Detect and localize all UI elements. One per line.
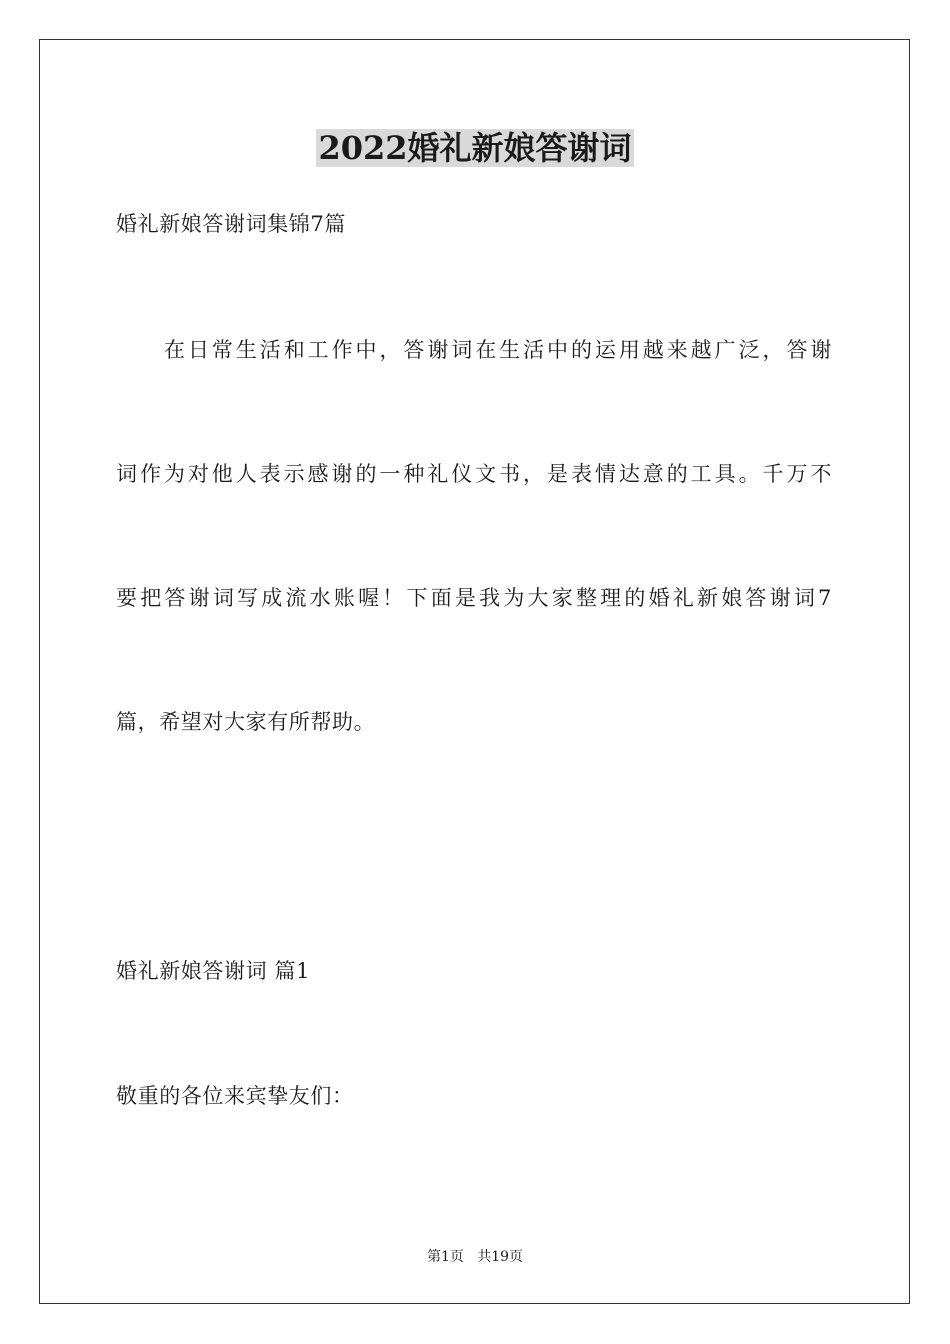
page-footer: 第1页 共19页	[426, 1249, 524, 1265]
intro-line-3: 要把答谢词写成流水账喔！下面是我为大家整理的婚礼新娘答谢词7	[116, 586, 832, 610]
document-title	[0, 128, 950, 168]
document-subtitle: 婚礼新娘答谢词集锦7篇	[116, 212, 346, 236]
document-title-text: 2022婚礼新娘答谢词	[318, 129, 632, 167]
intro-line-2: 词作为对他人表示感谢的一种礼仪文书，是表情达意的工具。千万不	[116, 462, 832, 486]
intro-line-1: 在日常生活和工作中，答谢词在生活中的运用越来越广泛，答谢	[164, 338, 832, 362]
salutation: 敬重的各位来宾挚友们：	[116, 1084, 354, 1108]
intro-line-4: 篇，希望对大家有所帮助。	[116, 710, 376, 734]
section-heading: 婚礼新娘答谢词 篇1	[116, 959, 311, 983]
